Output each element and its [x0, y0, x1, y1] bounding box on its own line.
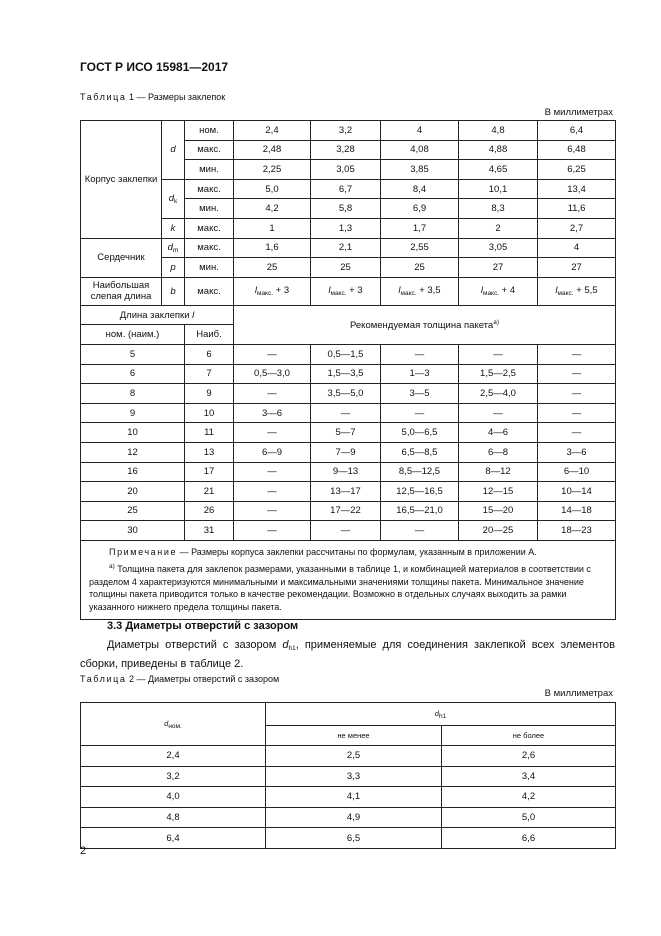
table2-caption-rest: 2 — Диаметры отверстий с зазором — [126, 674, 280, 684]
cell: 8,3 — [459, 199, 538, 219]
table-row — [81, 384, 616, 404]
header-d-nom: $d_{ном.}$ — [81, 703, 266, 746]
table-row — [81, 521, 616, 541]
cell-length-nom: 10 — [81, 423, 185, 443]
qual-min: мин. — [185, 160, 234, 180]
header-max: не более — [442, 726, 616, 746]
cell-length-max: 10 — [185, 403, 234, 423]
cell-thickness: — — [381, 521, 459, 541]
cell: 5,8 — [311, 199, 381, 219]
cell-thickness: — — [381, 403, 459, 423]
cell: 4,08 — [381, 140, 459, 160]
cell: 11,6 — [538, 199, 616, 219]
cell: 3,2 — [81, 766, 266, 787]
row-b-max — [81, 277, 616, 305]
cell-thickness: — — [234, 384, 311, 404]
cell: 6,4 — [81, 828, 266, 849]
cell: 4,65 — [459, 160, 538, 180]
table2-unit: В миллиметрах — [544, 688, 613, 699]
cell: 4 — [538, 238, 616, 258]
cell-length-max: 6 — [185, 344, 234, 364]
note: Примечание — Размеры корпуса заклепки рассчитаны по формулам, указанным в приложении А. — [109, 546, 537, 557]
row-dk-max — [81, 179, 616, 199]
cell: 2,5 — [266, 746, 442, 767]
cell: 3,2 — [311, 121, 381, 141]
cell: 6,5 — [266, 828, 442, 849]
cell: 4,2 — [234, 199, 311, 219]
cell-length-nom: 16 — [81, 462, 185, 482]
cell-thickness: 8,5—12,5 — [381, 462, 459, 482]
cell-thickness: — — [459, 403, 538, 423]
label-length: Длина заклепки l — [81, 305, 234, 325]
cell: 1 — [234, 218, 311, 238]
label-max-col: Наиб. — [185, 325, 234, 345]
qual-max: макс. — [185, 179, 234, 199]
cell: 8,4 — [381, 179, 459, 199]
cell-thickness: 6—10 — [538, 462, 616, 482]
row-length-header — [81, 305, 616, 325]
cell: 3,05 — [311, 160, 381, 180]
qual-max: макс. — [185, 238, 234, 258]
cell-thickness: 17—22 — [311, 501, 381, 521]
cell-thickness: 9—13 — [311, 462, 381, 482]
cell: $l_{макс.} + 3$ — [234, 277, 311, 305]
table-row — [81, 423, 616, 443]
label-blind-length: Наибольшая слепая длина — [81, 277, 162, 305]
cell-thickness: — — [538, 423, 616, 443]
cell: 4,1 — [266, 787, 442, 808]
sym-p: p — [162, 258, 185, 278]
cell: 6,7 — [311, 179, 381, 199]
header-dh1: $d_{h1}$ — [266, 703, 616, 726]
table-row — [81, 746, 616, 767]
cell: 25 — [381, 258, 459, 278]
cell-length-max: 11 — [185, 423, 234, 443]
table-row — [81, 344, 616, 364]
row-dm-max — [81, 238, 616, 258]
table1-rivet-dimensions — [80, 120, 616, 620]
cell-length-max: 31 — [185, 521, 234, 541]
cell: $l_{макс.} + 4$ — [459, 277, 538, 305]
sym-dm: $d_m$ — [162, 238, 185, 258]
cell-thickness: — — [538, 344, 616, 364]
cell: 13,4 — [538, 179, 616, 199]
label-nom-col: ном. (наим.) — [81, 325, 185, 345]
qual-min: мин. — [185, 199, 234, 219]
cell-thickness: — — [538, 364, 616, 384]
cell-thickness: 1,5—3,5 — [311, 364, 381, 384]
cell-thickness: — — [234, 462, 311, 482]
cell: 5,0 — [442, 807, 616, 828]
cell-length-max: 21 — [185, 482, 234, 502]
cell: 3,05 — [459, 238, 538, 258]
cell: 6,48 — [538, 140, 616, 160]
qual-nom: ном. — [185, 121, 234, 141]
section-heading: 3.3 Диаметры отверстий с зазором — [107, 620, 299, 632]
cell: 4,0 — [81, 787, 266, 808]
cell: 2,25 — [234, 160, 311, 180]
notes-cell — [81, 540, 616, 620]
cell-length-max: 7 — [185, 364, 234, 384]
cell-thickness: 5,0—6,5 — [381, 423, 459, 443]
cell-thickness: 12,5—16,5 — [381, 482, 459, 502]
cell-thickness: — — [234, 521, 311, 541]
cell: 4,8 — [81, 807, 266, 828]
cell: 2,4 — [234, 121, 311, 141]
cell-thickness: 13—17 — [311, 482, 381, 502]
cell: 3,85 — [381, 160, 459, 180]
qual-max: макс. — [185, 140, 234, 160]
qual-max: макс. — [185, 277, 234, 305]
table-row — [81, 442, 616, 462]
cell-thickness: 3,5—5,0 — [311, 384, 381, 404]
cell-thickness: — — [538, 403, 616, 423]
cell-thickness: 8—12 — [459, 462, 538, 482]
cell: 27 — [538, 258, 616, 278]
cell-thickness: 20—25 — [459, 521, 538, 541]
cell-thickness: 0,5—3,0 — [234, 364, 311, 384]
sym-b: b — [162, 277, 185, 305]
cell-thickness: 4—6 — [459, 423, 538, 443]
cell: 5,0 — [234, 179, 311, 199]
qual-min: мин. — [185, 258, 234, 278]
cell-thickness: 6,5—8,5 — [381, 442, 459, 462]
cell-thickness: — — [234, 423, 311, 443]
table-row — [81, 828, 616, 849]
table1-caption — [80, 92, 225, 102]
cell: 4 — [381, 121, 459, 141]
cell-length-nom: 6 — [81, 364, 185, 384]
cell-thickness: 6—8 — [459, 442, 538, 462]
cell-length-nom: 9 — [81, 403, 185, 423]
cell-thickness: 12—15 — [459, 482, 538, 502]
label-recommended: Рекомендуемая толщина пакета$^{a)}$ — [234, 305, 616, 344]
cell: 1,7 — [381, 218, 459, 238]
cell-length-max: 9 — [185, 384, 234, 404]
cell: 6,4 — [538, 121, 616, 141]
cell-thickness: 15—20 — [459, 501, 538, 521]
length-rows — [81, 344, 616, 540]
cell: 4,2 — [442, 787, 616, 808]
row-d-nom — [81, 121, 616, 141]
cell-thickness: 1,5—2,5 — [459, 364, 538, 384]
row-p-min — [81, 258, 616, 278]
cell-thickness: 3—6 — [234, 403, 311, 423]
cell: 6,6 — [442, 828, 616, 849]
cell: $l_{макс.} + 3$ — [311, 277, 381, 305]
table2-caption-prefix: Таблица — [80, 674, 127, 684]
table1-unit: В миллиметрах — [544, 107, 613, 118]
table-row — [81, 462, 616, 482]
cell-thickness: 10—14 — [538, 482, 616, 502]
table1-caption-prefix: Таблица — [80, 92, 127, 102]
cell-thickness: 6—9 — [234, 442, 311, 462]
cell: $l_{макс.} + 5,5$ — [538, 277, 616, 305]
footnote: $^{a)}$ Толщина пакета для заклепок размерами, указанными в таблице 1, и комбинацией материалов в соответствии с разделом 4 характеризуются минимальными и максимальными значениями толщины пакета. Минимальное значение толщины пакета приводится только в качестве рекомендации. Возможно в отдельных случаях выходить за рамки указанного нижнего предела толщины пакета. — [89, 563, 591, 612]
cell: 2,7 — [538, 218, 616, 238]
cell: $l_{макс.} + 3,5$ — [381, 277, 459, 305]
cell: 25 — [234, 258, 311, 278]
qual-max: макс. — [185, 218, 234, 238]
table-row — [81, 364, 616, 384]
table-row — [81, 501, 616, 521]
row-header-a — [81, 703, 616, 726]
cell-thickness: 18—23 — [538, 521, 616, 541]
cell-thickness: — — [234, 482, 311, 502]
sym-k: k — [162, 218, 185, 238]
table1-caption-rest: 1 — Размеры заклепок — [126, 92, 226, 102]
cell-length-max: 26 — [185, 501, 234, 521]
cell: 3,28 — [311, 140, 381, 160]
cell: 6,25 — [538, 160, 616, 180]
cell: 2,48 — [234, 140, 311, 160]
cell-thickness: 3—6 — [538, 442, 616, 462]
cell: 4,9 — [266, 807, 442, 828]
table-row — [81, 787, 616, 808]
cell: 1,3 — [311, 218, 381, 238]
table2-caption — [80, 674, 279, 684]
table2-clearance-holes — [80, 702, 616, 849]
cell-thickness: 3—5 — [381, 384, 459, 404]
cell: 2,6 — [442, 746, 616, 767]
cell-thickness: — — [234, 344, 311, 364]
section-paragraph: Диаметры отверстий с зазором $d_{h1}$, применяемые для соединения заклепкой всех элементов сборки, приведены в таблице 2. — [80, 639, 615, 670]
table-row — [81, 766, 616, 787]
cell-thickness: 14—18 — [538, 501, 616, 521]
cell: 1,6 — [234, 238, 311, 258]
cell: 25 — [311, 258, 381, 278]
cell-length-max: 13 — [185, 442, 234, 462]
cell-thickness: — — [459, 344, 538, 364]
cell-length-nom: 20 — [81, 482, 185, 502]
cell-thickness: 0,5—1,5 — [311, 344, 381, 364]
cell-length-nom: 25 — [81, 501, 185, 521]
cell-length-nom: 8 — [81, 384, 185, 404]
cell: 10,1 — [459, 179, 538, 199]
page-number: 2 — [80, 845, 87, 857]
cell-thickness: 2,5—4,0 — [459, 384, 538, 404]
table-row — [81, 482, 616, 502]
cell: 2,4 — [81, 746, 266, 767]
cell: 27 — [459, 258, 538, 278]
cell: 3,3 — [266, 766, 442, 787]
cell-thickness: 1—3 — [381, 364, 459, 384]
cell: 2,55 — [381, 238, 459, 258]
cell-thickness: 7—9 — [311, 442, 381, 462]
cell-length-nom: 30 — [81, 521, 185, 541]
notes-row — [81, 540, 616, 620]
table-row — [81, 807, 616, 828]
header-min: не менее — [266, 726, 442, 746]
cell: 4,8 — [459, 121, 538, 141]
document-header: ГОСТ Р ИСО 15981—2017 — [80, 60, 229, 74]
cell-length-nom: 5 — [81, 344, 185, 364]
cell: 4,88 — [459, 140, 538, 160]
label-mandrel: Сердечник — [81, 238, 162, 277]
cell-thickness: — — [234, 501, 311, 521]
cell: 2,1 — [311, 238, 381, 258]
table2-rows — [81, 746, 616, 849]
row-k-max — [81, 218, 616, 238]
sym-d: d — [162, 121, 185, 180]
cell-thickness: — — [538, 384, 616, 404]
cell-length-max: 17 — [185, 462, 234, 482]
cell: 2 — [459, 218, 538, 238]
cell-thickness: 5—7 — [311, 423, 381, 443]
cell-length-nom: 12 — [81, 442, 185, 462]
cell-thickness: — — [311, 521, 381, 541]
cell-thickness: — — [381, 344, 459, 364]
cell-thickness: — — [311, 403, 381, 423]
table-row — [81, 403, 616, 423]
cell: 3,4 — [442, 766, 616, 787]
sym-dk: $d_k$ — [162, 179, 185, 218]
cell-thickness: 16,5—21,0 — [381, 501, 459, 521]
label-body: Корпус заклепки — [81, 121, 162, 239]
cell: 6,9 — [381, 199, 459, 219]
